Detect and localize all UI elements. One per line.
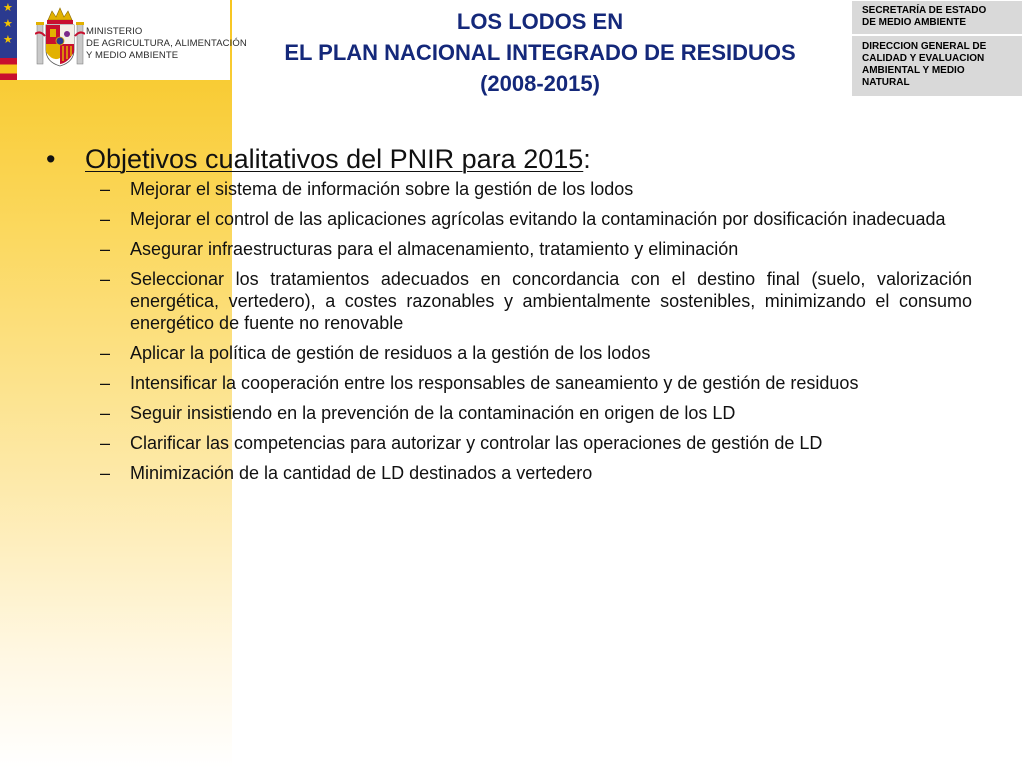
title-line: EL PLAN NACIONAL INTEGRADO DE RESIDUOS [284,40,796,65]
list-item-text: Aplicar la política de gestión de residuos a la gestión de los lodos [130,343,651,363]
title-line: LOS LODOS EN [456,9,624,34]
ministry-line: Y MEDIO AMBIENTE [86,50,179,61]
list-item [40,238,972,260]
eu-star-icon: ★ [3,18,13,30]
eu-star-icon: ★ [3,34,13,46]
list-item [40,432,972,454]
secretaria-box [852,1,1022,34]
list-item-text: Seleccionar los tratamientos adecuados en concordancia con el destino final (suelo, valorización energética, vertedero), a costes razonables y ambientalmente sostenibles, minimizando el consumo energético de fuente no renovable [130,269,972,333]
list-item [40,372,972,394]
list-item-text: Clarificar las competencias para autorizar y controlar las operaciones de gestión de LD [130,433,823,453]
ministry-name [86,26,247,62]
dash-icon: – [100,463,111,483]
dash-icon: – [100,239,111,259]
list-item [40,462,972,484]
list-item-text: Asegurar infraestructuras para el almacenamiento, tratamiento y eliminación [130,239,739,259]
slide-title [240,6,840,99]
secretaria-line: SECRETARÍA DE ESTADO [862,5,987,16]
bullet-icon: • [46,144,56,174]
dash-icon: – [100,209,111,229]
list-item [40,342,972,364]
dash-icon: – [100,433,111,453]
dash-icon: – [100,343,111,363]
dash-icon: – [100,403,111,423]
secretaria-line: DE MEDIO AMBIENTE [862,17,967,28]
slide-content [40,142,972,492]
list-item [40,402,972,424]
direccion-line: DIRECCION GENERAL DE [862,41,987,52]
main-bullet-text: Objetivos cualitativos del PNIR para 2015 [85,144,584,174]
list-item-text: Seguir insistiendo en la prevención de la contaminación en origen de los LD [130,403,736,423]
main-bullet [40,142,972,176]
dash-icon: – [100,179,111,199]
list-item [40,268,972,334]
title-line: (2008-2015) [480,71,600,96]
ministry-line: DE AGRICULTURA, ALIMENTACIÓN [86,38,247,49]
list-item-text: Mejorar el sistema de información sobre la gestión de los lodos [130,179,634,199]
list-item [40,178,972,200]
dash-icon: – [100,373,111,393]
list-item-text: Minimización de la cantidad de LD destinados a vertedero [130,463,593,483]
direccion-line: CALIDAD Y EVALUACION [862,53,985,64]
list-item-text: Intensificar la cooperación entre los responsables de saneamiento y de gestión de residuos [130,373,859,393]
ministry-logo [17,0,247,80]
eu-star-icon: ★ [3,2,13,14]
objectives-list [40,178,972,484]
direccion-line: AMBIENTAL Y MEDIO [862,65,965,76]
list-item-text: Mejorar el control de las aplicaciones agrícolas evitando la contaminación por dosificación inadecuada [130,209,946,229]
list-item [40,208,972,230]
direccion-box [852,36,1022,96]
main-bullet-suffix: : [583,144,591,174]
ministry-line: MINISTERIO [86,26,143,37]
direccion-line: NATURAL [862,77,910,88]
dash-icon: – [100,269,111,289]
spain-flag-icon [0,58,17,80]
coat-of-arms-icon [35,6,85,72]
